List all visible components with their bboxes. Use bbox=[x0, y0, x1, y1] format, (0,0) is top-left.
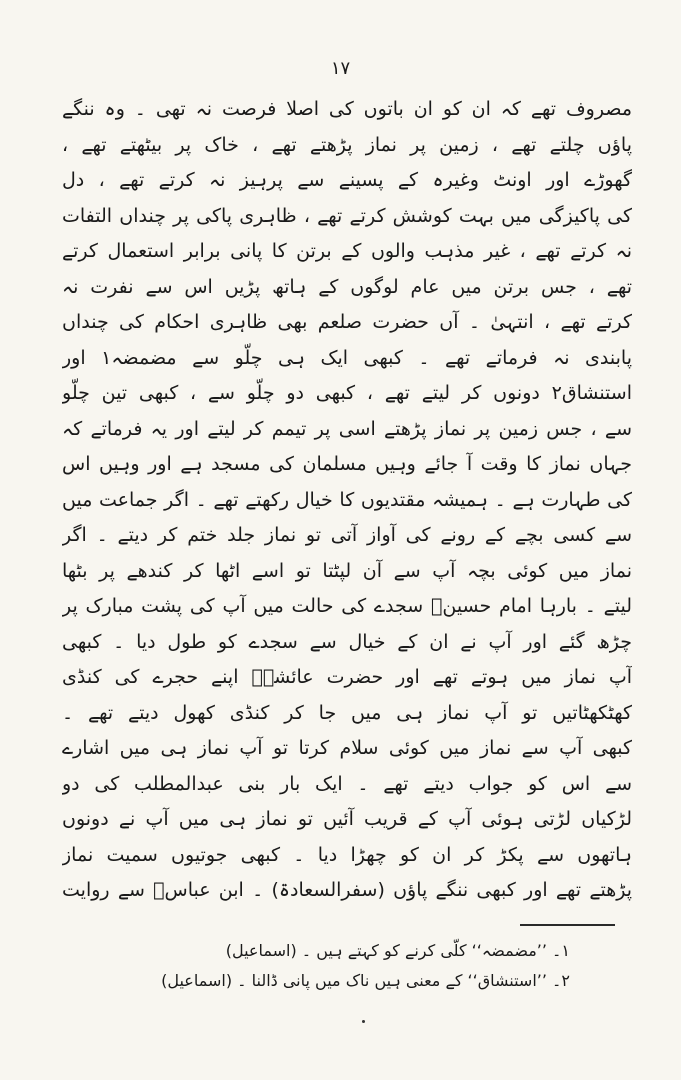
text-line: کی پاکیزگی میں بہت کوشش کرتے تھے ، ظاہری پاکی پر چنداں التفات bbox=[62, 204, 632, 227]
text-line: نہ کرتے تھے ، غیر مذہب والوں کے برتن کا پانی برابر استعمال کرتے bbox=[62, 240, 632, 262]
footnotes bbox=[160, 936, 570, 996]
text-line: کی طہارت ہے ۔ ہمیشہ مقتدیوں کا خیال رکھتے تھے ۔ اگر جماعت میں bbox=[62, 488, 632, 511]
text-line: کبھی آپ سے نماز میں کوئی سلام کرتا تو آپ نماز ہی میں اشارے bbox=[62, 737, 632, 759]
text-line: جہاں نماز کا وقت آ جائے وہیں مسلمان کی مسجد ہے اور وہیں اس bbox=[62, 453, 632, 475]
page-number: ۱۷ bbox=[330, 58, 351, 79]
text-line: استنشاق۲ دونوں کر لیتے تھے ، کبھی دو چلّو سے ، کبھی تین چلّو bbox=[62, 382, 632, 404]
text-line: سے ، جس زمین پر نماز پڑھتے اسی پر تیمم کر لیتے اور یہ فرماتے کہ bbox=[62, 417, 632, 440]
text-line: کھٹکھٹاتیں تو آپ نماز ہی میں جا کر کنڈی کھول دیتے تھے ۔ bbox=[62, 701, 632, 724]
footnote-divider bbox=[520, 924, 615, 926]
text-line: لیتے ۔ بارہا امام حسینؓ سجدے کی حالت میں آپ کی پشت مبارک پر bbox=[62, 595, 632, 617]
text-line: سے اس کو جواب دیتے تھے ۔ ایک بار بنی عبدالمطلب کی دو bbox=[62, 772, 632, 795]
text-line: پڑھتے تھے اور کبھی ننگے پاؤں (سفرالسعادۃ) ۔ ابن عباسؓ سے روایت bbox=[62, 879, 632, 901]
footnote-1: ۱۔ ’’مضمضہ‘‘ کلّی کرنے کو کہتے ہیں ۔ (اسماعیل) bbox=[225, 941, 570, 960]
body-text bbox=[62, 92, 632, 909]
text-line: مصروف تھے کہ ان کو ان باتوں کی اصلا فرصت نہ تھی ۔ وہ ننگے bbox=[62, 98, 632, 120]
text-line: چڑھ گئے اور آپ نے ان کے خیال سے سجدے کو طول دیا ۔ کبھی bbox=[62, 630, 632, 653]
text-line: آپ نماز میں ہوتے تھے اور حضرت عائشہؓ اپنے حجرے کی کنڈی bbox=[62, 666, 632, 688]
text-line: کرتے تھے ، انتہیٰ ۔ آں حضرت صلعم بھی ظاہری احکام کی چنداں bbox=[62, 311, 632, 333]
footnote-2: ۲۔ ’’استنشاق‘‘ کے معنی ہیں ناک میں پانی ڈالنا ۔ (اسماعیل) bbox=[161, 971, 570, 990]
text-line: سے کسی بچے کے رونے کی آواز آتی تو نماز جلد ختم کر دیتے ۔ اگر bbox=[62, 524, 632, 546]
text-line: تھے ، جس برتن میں عام لوگوں کے ہاتھ پڑیں اس سے نفرت نہ bbox=[62, 275, 632, 298]
text-line: نماز میں کوئی بچہ آپ سے آن لپٹتا تو اسے اٹھا کر کندھے پر بٹھا bbox=[62, 559, 632, 582]
text-line: لڑکیاں لڑتی ہوئی آپ کے قریب آئیں تو نماز ہی میں آپ نے دونوں bbox=[62, 808, 632, 830]
text-line: ہاتھوں سے پکڑ کر ان کو چھڑا دیا ۔ کبھی جوتیوں سمیت نماز bbox=[62, 843, 632, 866]
text-line: پابندی نہ فرماتے تھے ۔ کبھی ایک ہی چلّو سے مضمضہ۱ اور bbox=[62, 346, 632, 369]
text-line: گھوڑے اور اونٹ وغیرہ کے پسینے سے پرہیز نہ کرتے تھے ، دل bbox=[62, 169, 632, 191]
text-line: پاؤں چلتے تھے ، زمین پر نماز پڑھتے تھے ، خاک پر بیٹھتے تھے ، bbox=[62, 133, 632, 156]
page-mark bbox=[362, 1020, 365, 1023]
